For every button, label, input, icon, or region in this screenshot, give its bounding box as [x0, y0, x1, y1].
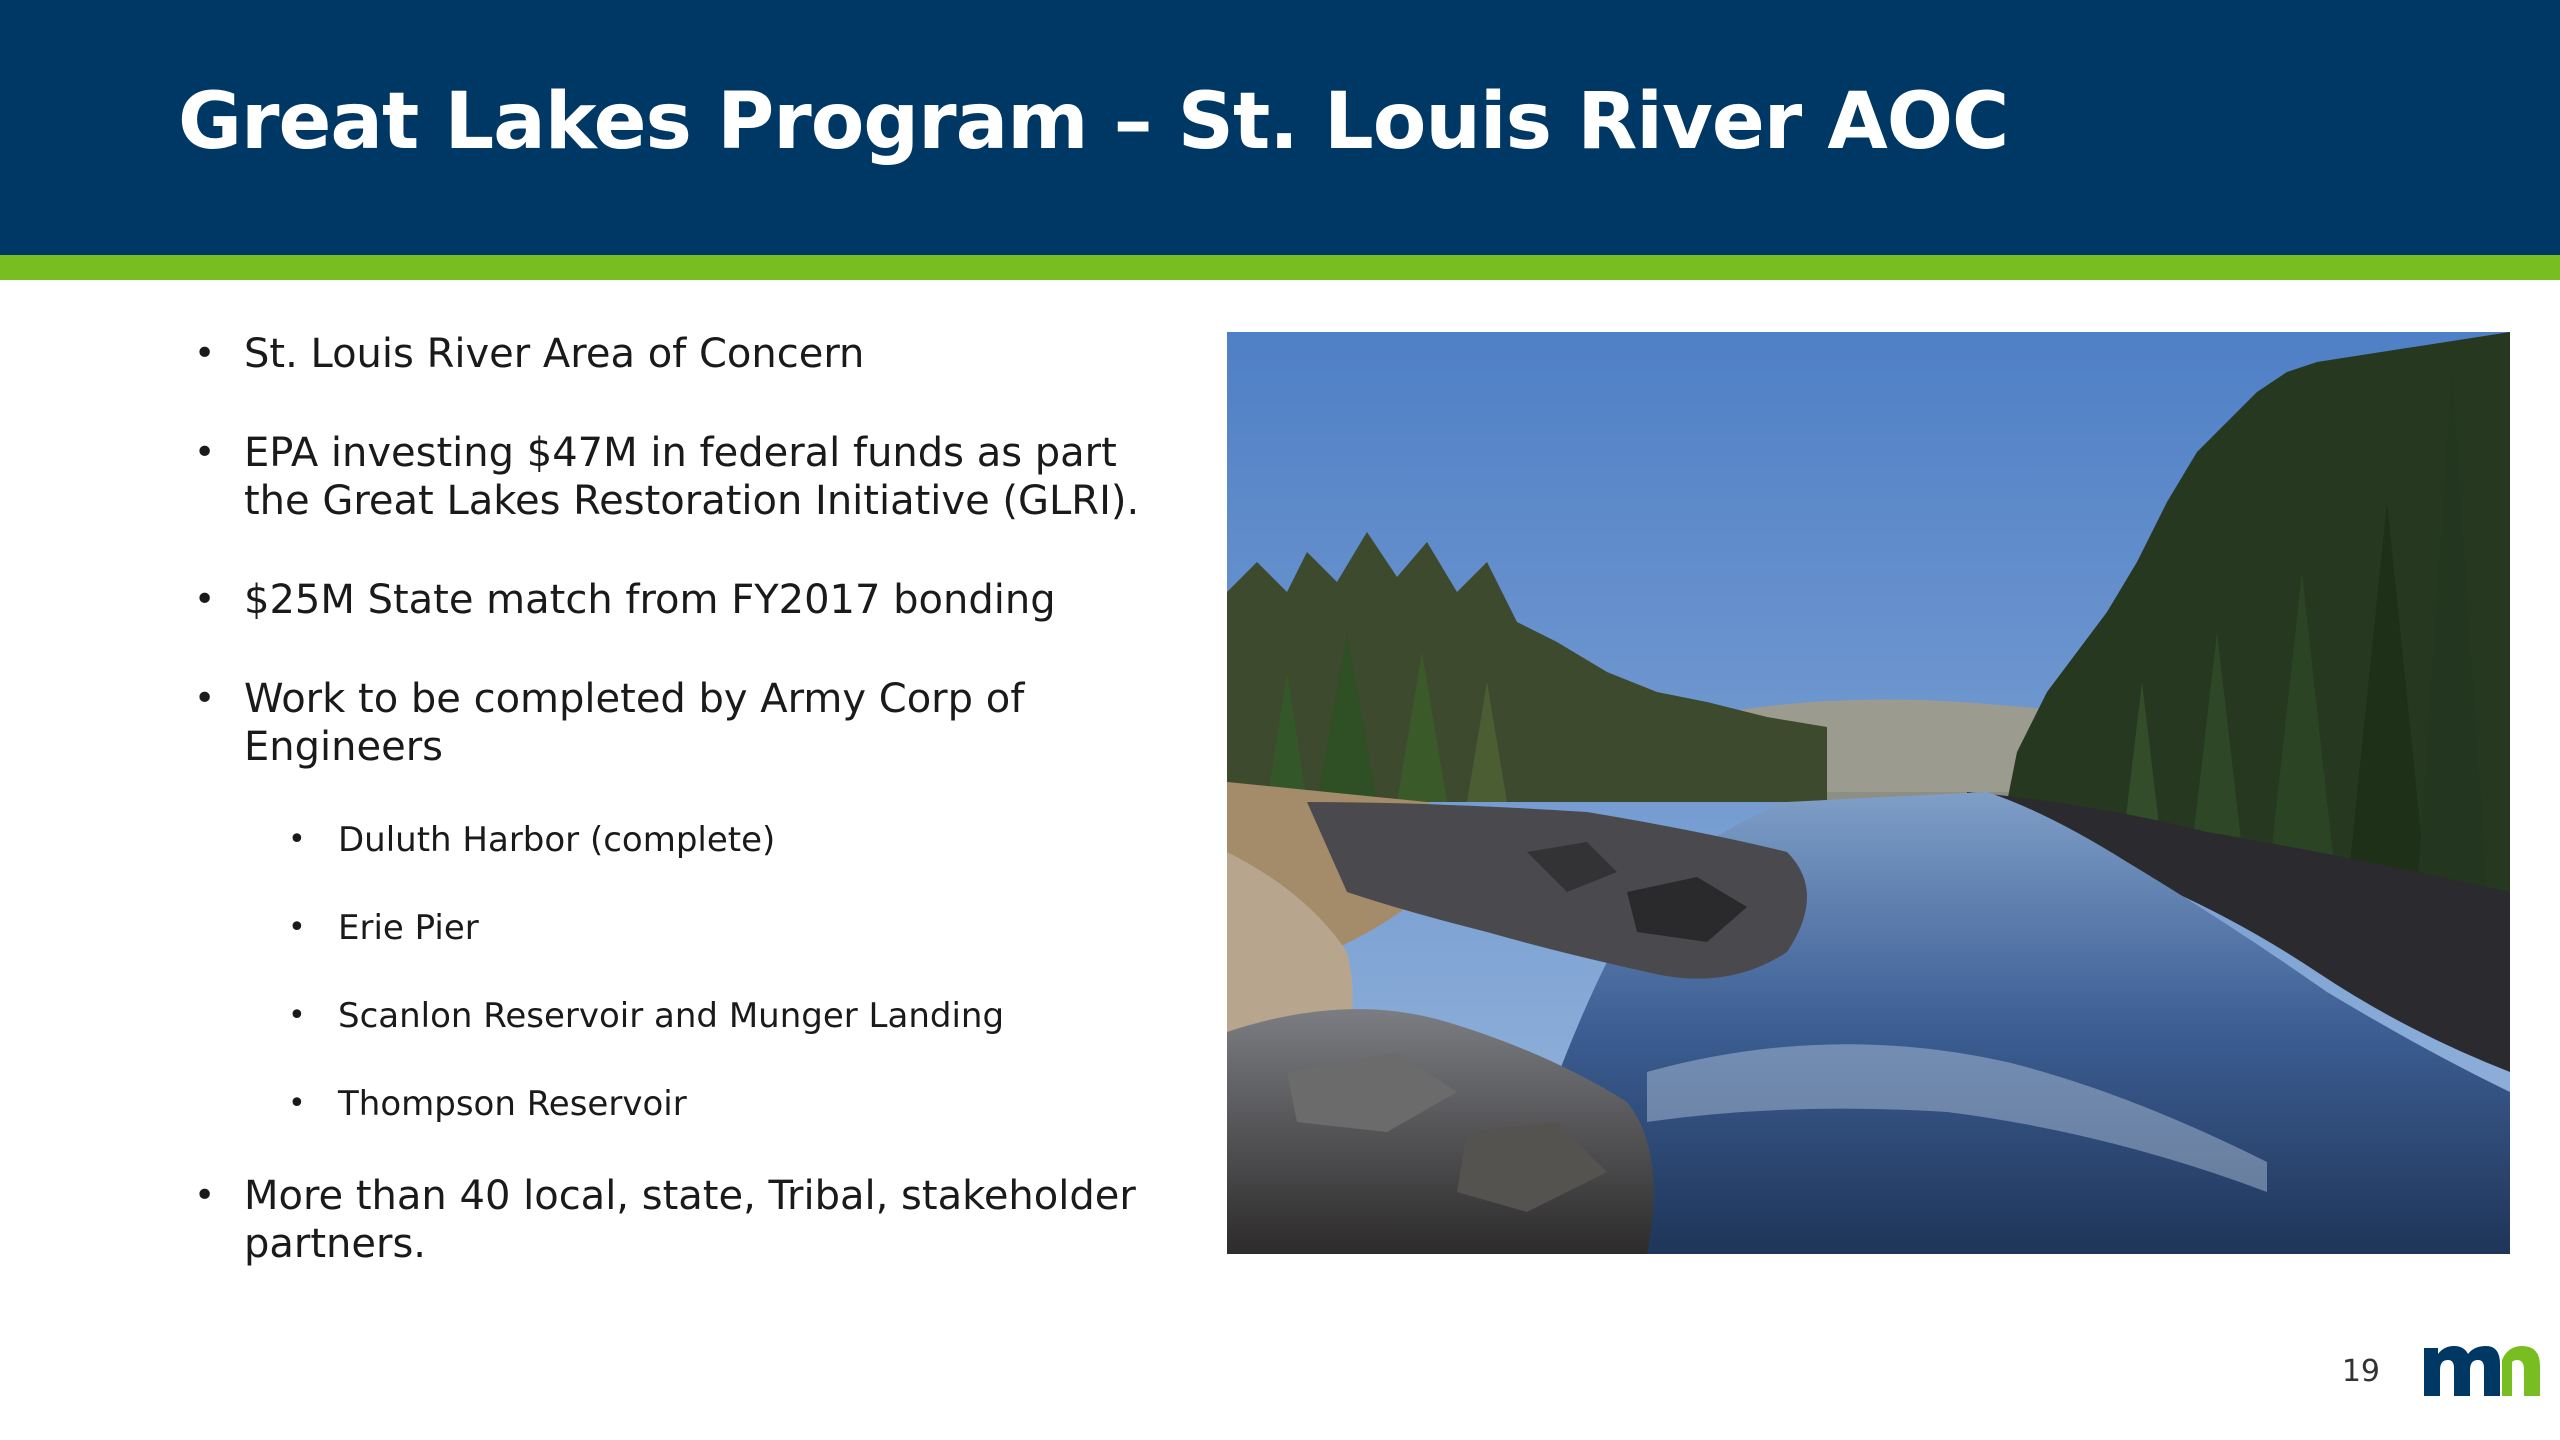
sub-bullet-glyph: •: [288, 822, 306, 857]
sub-bullet-text: Duluth Harbor (complete): [338, 820, 776, 860]
bullet-text: $25M State match from FY2017 bonding: [244, 577, 1056, 623]
bullet-item: [190, 576, 1190, 624]
bullet-glyph: •: [194, 432, 216, 473]
bullet-glyph: •: [194, 579, 216, 620]
slide-title: Great Lakes Program – St. Louis River AOC: [178, 77, 2009, 167]
page-number: 19: [2341, 1354, 2380, 1389]
river-photo: [1227, 332, 2510, 1254]
bullet-item: [190, 1172, 1190, 1268]
title-bar: [0, 0, 2560, 255]
sub-bullet-glyph: •: [288, 910, 306, 945]
bullet-glyph: •: [194, 333, 216, 374]
bullet-glyph: •: [194, 1175, 216, 1216]
bullet-text: St. Louis River Area of Concern: [244, 331, 865, 377]
sub-bullet-item: [190, 996, 1190, 1036]
bullet-list: [190, 330, 1190, 1319]
mn-state-logo-icon: [2424, 1340, 2540, 1396]
bullet-text: EPA investing $47M in federal funds as part the Great Lakes Restoration Initiative (GLRI).: [244, 430, 1140, 524]
bullet-item: [190, 429, 1190, 525]
accent-divider: [0, 255, 2560, 280]
sub-bullet-glyph: •: [288, 1086, 306, 1121]
sub-bullet-item: [190, 1084, 1190, 1124]
bullet-glyph: •: [194, 678, 216, 719]
sub-bullet-item: [190, 908, 1190, 948]
sub-bullet-text: Thompson Reservoir: [338, 1084, 687, 1124]
bullet-text: More than 40 local, state, Tribal, stakeholder partners.: [244, 1173, 1136, 1267]
sub-bullet-item: [190, 820, 1190, 860]
sub-bullet-glyph: •: [288, 998, 306, 1033]
bullet-item: [190, 330, 1190, 378]
sub-bullet-text: Erie Pier: [338, 908, 479, 948]
bullet-item: [190, 675, 1190, 771]
sub-bullet-text: Scanlon Reservoir and Munger Landing: [338, 996, 1005, 1036]
bullet-text: Work to be completed by Army Corp of Engineers: [244, 676, 1025, 770]
